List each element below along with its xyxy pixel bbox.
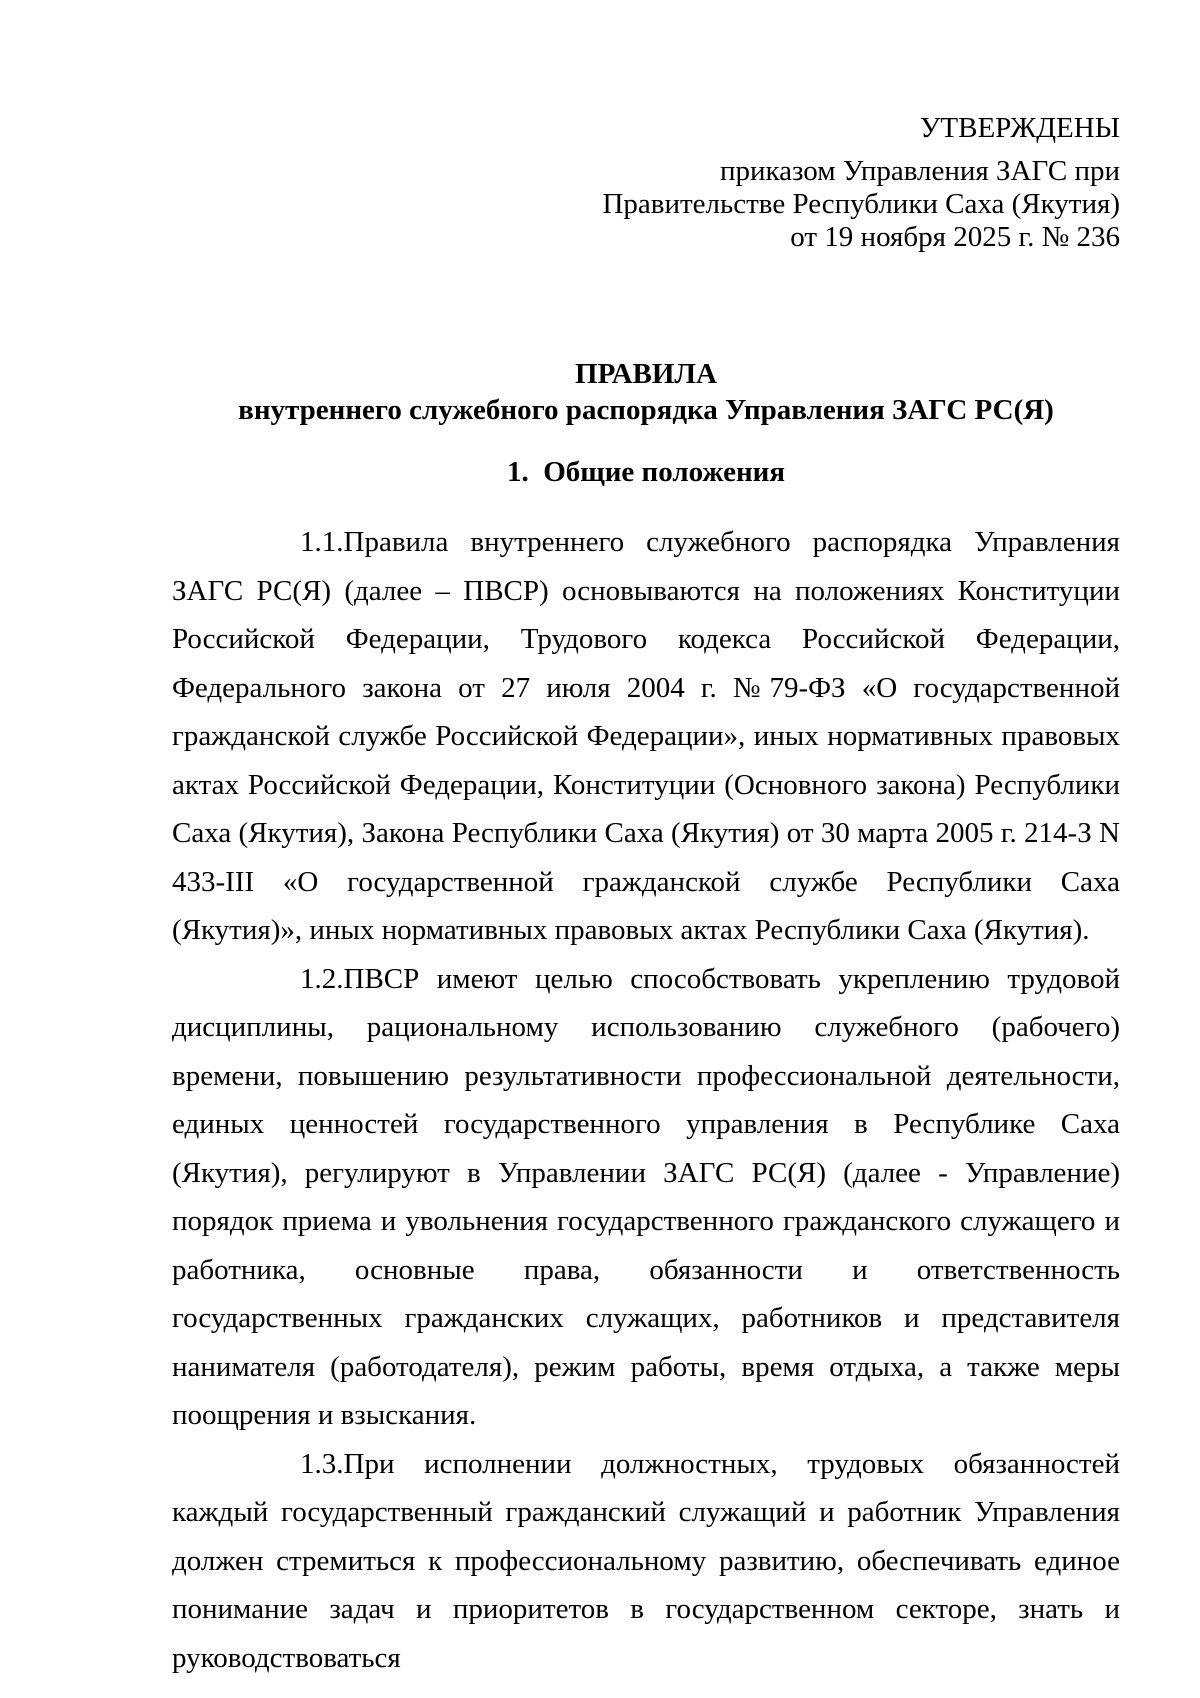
paragraph-text: ПВСР имеют целью способствовать укреплению трудовой дисциплины, рациональному использованию служебного (рабочего) времени, повышению результативности профессиональной деятельности, единых ценностей государственного управления в Республике Саха (Якутия), регулируют в Управлении ЗАГС РС(Я) (далее - Управление) порядок приема и увольнения государственного гражданского служащего и работника, основные права, обязанности и ответственность государственных гражданских служащих, работников и представителя нанимателя (работодателя), режим работы, время отдыха, а также меры поощрения и взыскания. [172, 962, 1120, 1431]
section-number: 1. [506, 456, 529, 488]
paragraph-number: 1.1. [300, 526, 344, 558]
paragraph-number: 1.3. [300, 1447, 344, 1480]
paragraph-text: Правила внутреннего служебного распорядка Управления ЗАГС РС(Я) (далее – ПВСР) основываются на положениях Конституции Российской Федерации, Трудового кодекса Российской Федерации, Федерального закона от 27 июля 2004 г. №79-ФЗ «О государственной гражданской службе Российской Федерации», иных нормативных правовых актах Российской Федерации, Конституции (Основного закона) Республики Саха (Якутия), Закона Республики Саха (Якутия) от 30 марта 2005 г. 214-З N 433-III «О государственной гражданской службе Республики Саха (Якутия)», иных нормативных правовых актах Республики Саха (Якутия). [172, 526, 1120, 946]
document-title-block [172, 356, 1120, 428]
approval-date-number-line: от 19 ноября 2025 г. № 236 [790, 221, 1120, 253]
paragraph-number: 1.2. [300, 962, 344, 995]
approval-government-line: Правительстве Республики Саха (Якутия) [602, 188, 1120, 220]
paragraph-1-1 [172, 518, 1120, 955]
approval-order-line: приказом Управления ЗАГС при [719, 155, 1120, 187]
section-title: Общие положения [543, 456, 786, 488]
approval-stamp-block [520, 112, 1120, 254]
paragraph-1-2 [172, 955, 1120, 1440]
document-body [172, 518, 1120, 1682]
document-subtitle: внутреннего служебного распорядка Управления ЗАГС РС(Я) [238, 394, 1054, 426]
paragraph-text: При исполнении должностных, трудовых обязанностей каждый государственный гражданский служащий и работник Управления должен стремиться к профессиональному развитию, обеспечивать единое понимание задач и приоритетов в государственном секторе, знать и руководствоваться [172, 1447, 1120, 1674]
paragraph-1-3 [172, 1440, 1120, 1683]
approval-title: УТВЕРЖДЕНЫ [919, 112, 1120, 144]
section-heading [172, 454, 1120, 490]
document-title: ПРАВИЛА [575, 358, 717, 390]
